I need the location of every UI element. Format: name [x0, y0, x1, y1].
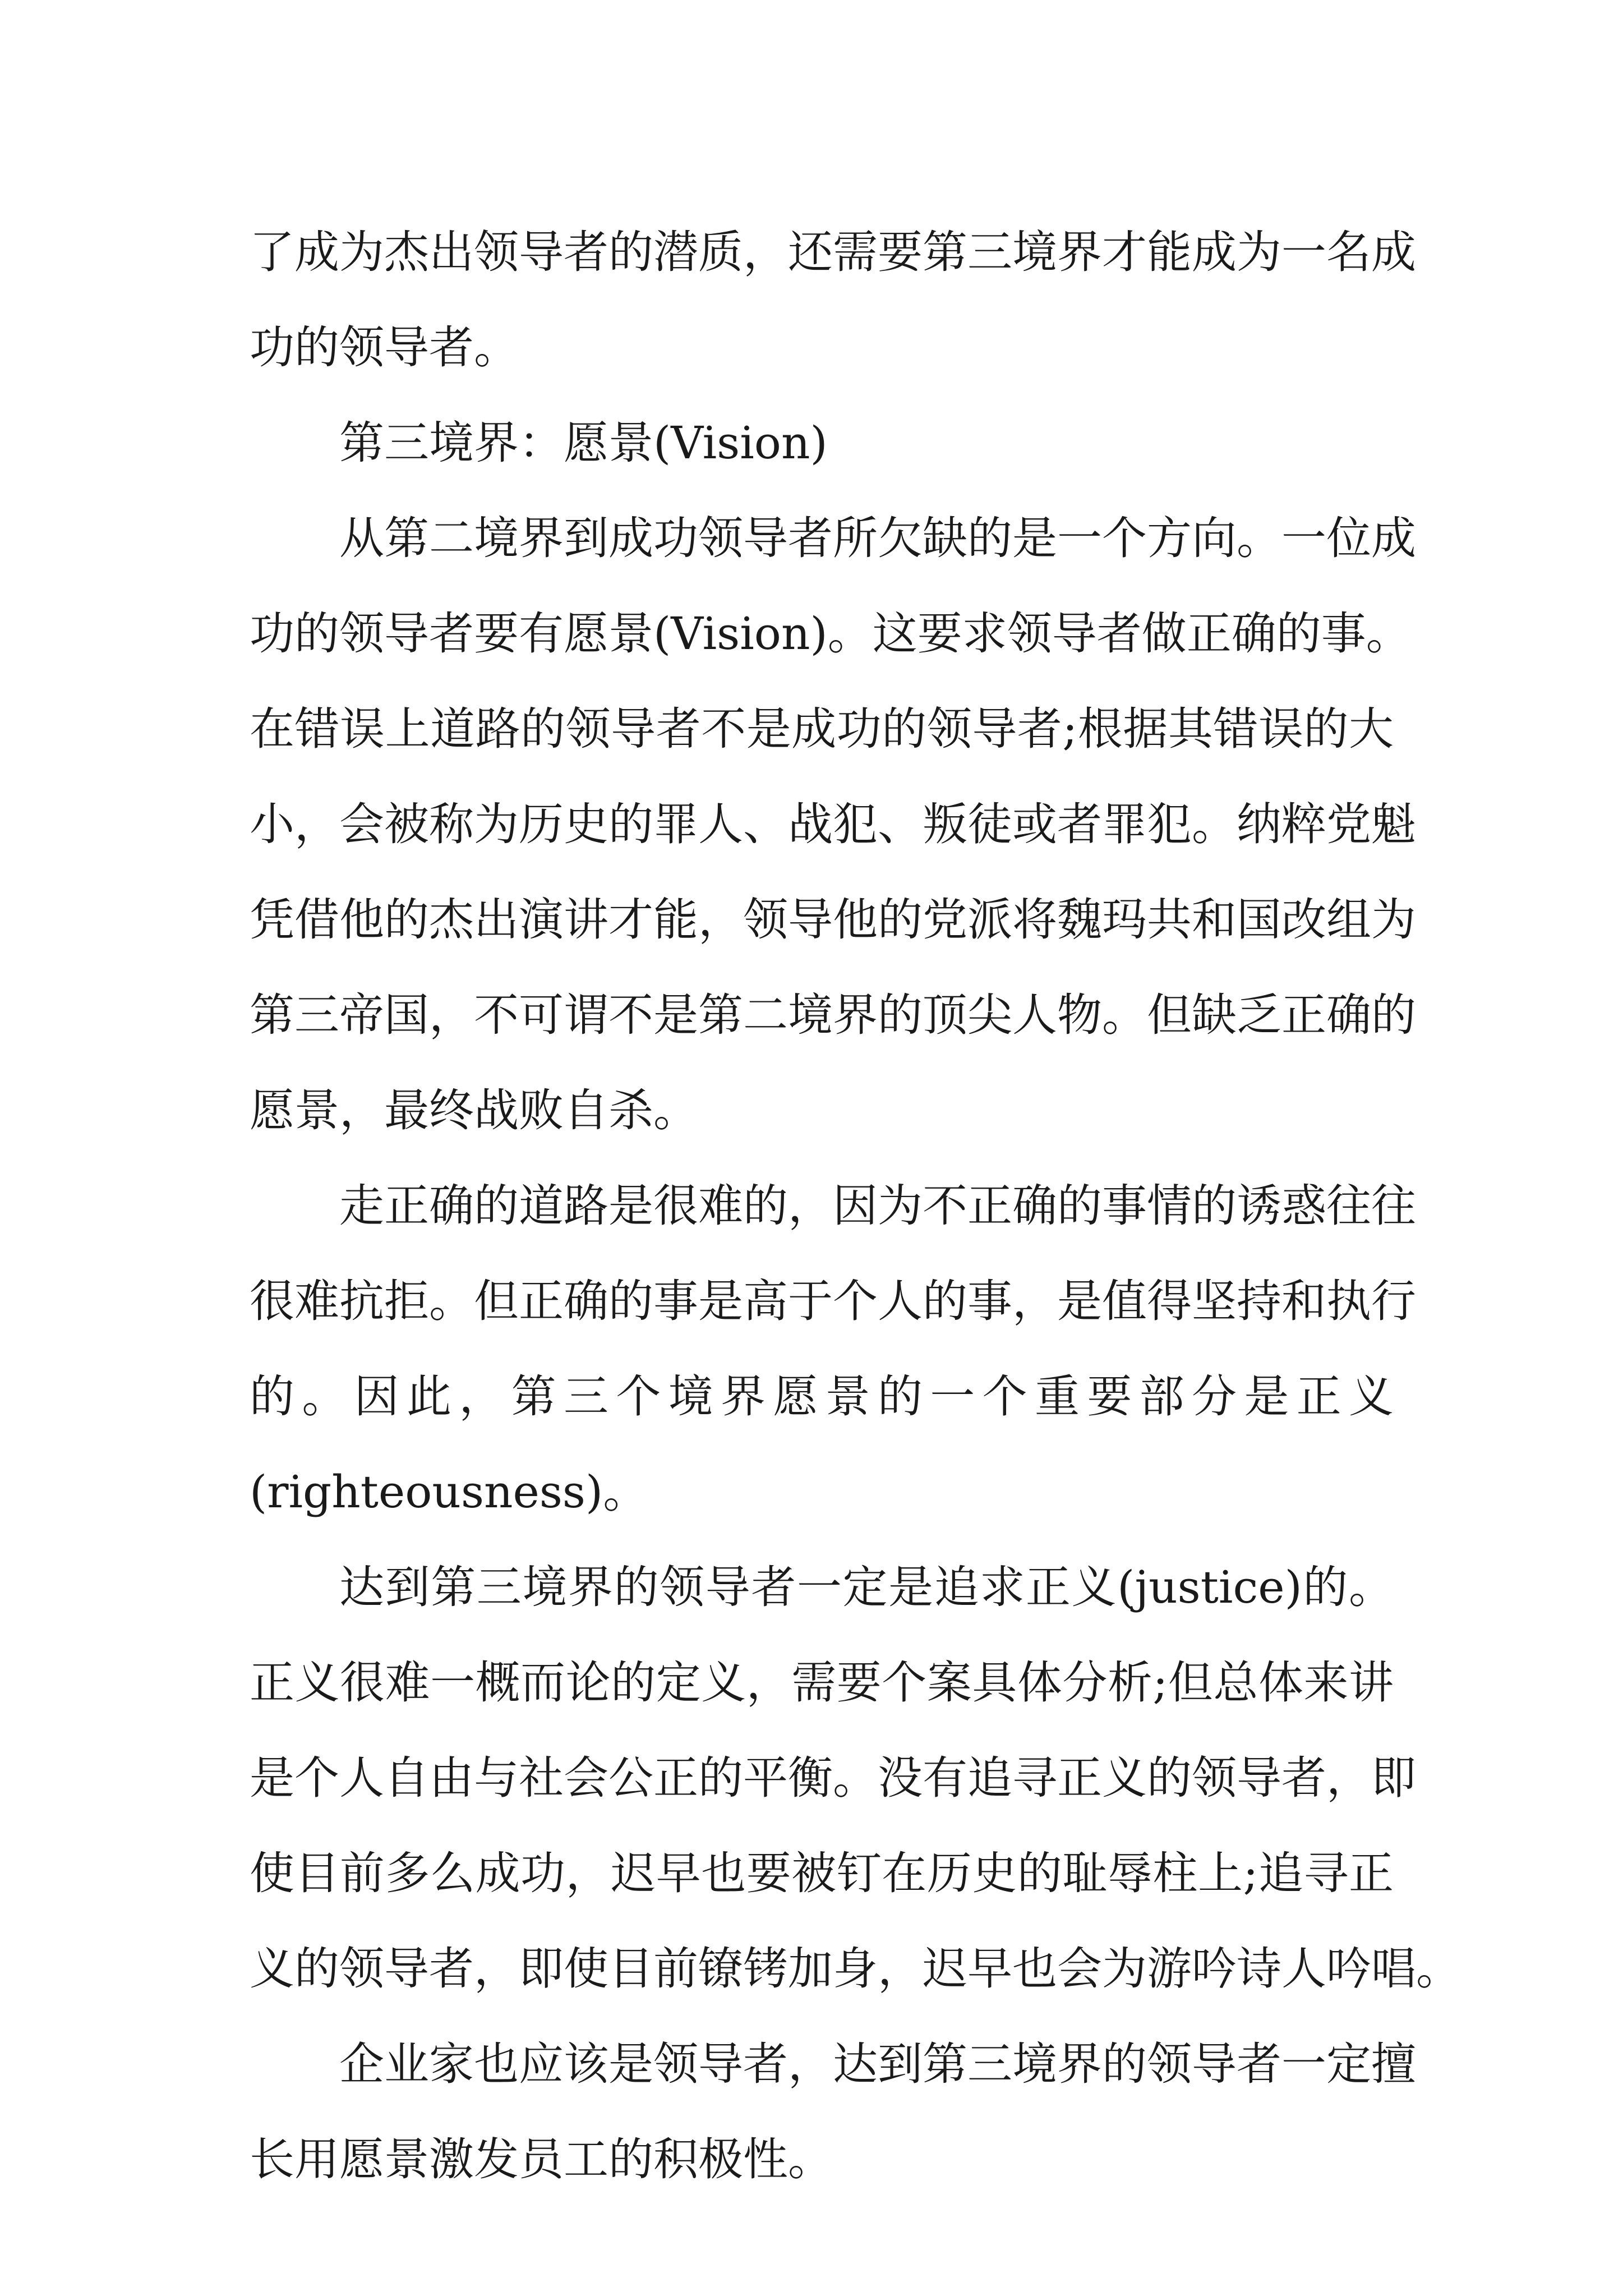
text-line: 达到第三境界的领导者一定是追求正义(justice)的。 — [339, 1561, 1394, 1613]
text-line: 凭借他的杰出演讲才能，领导他的党派将魏玛共和国改组为 — [250, 894, 1416, 946]
text-line: 企业家也应该是领导者，达到第三境界的领导者一定擅 — [339, 2038, 1416, 2090]
text-line: 的。因此，第三个境界愿景的一个重要部分是正义 — [250, 1370, 1394, 1423]
text-line: 在错误上道路的领导者不是成功的领导者;根据其错误的大 — [250, 703, 1394, 755]
text-line: 正义很难一概而论的定义，需要个案具体分析;但总体来讲 — [250, 1657, 1394, 1709]
text-line: 功的领导者。 — [250, 321, 519, 374]
text-line: 从第二境界到成功领导者所欠缺的是一个方向。一位成 — [339, 512, 1416, 564]
section-heading: 第三境界：愿景(Vision) — [339, 417, 828, 469]
text-line: 了成为杰出领导者的潜质，还需要第三境界才能成为一名成 — [250, 226, 1416, 278]
text-line: 很难抗拒。但正确的事是高于个人的事，是值得坚持和执行 — [250, 1275, 1416, 1327]
text-line: 小，会被称为历史的罪人、战犯、叛徒或者罪犯。纳粹党魁 — [250, 798, 1416, 850]
text-line: 长用愿景激发员工的积极性。 — [250, 2133, 833, 2185]
text-line: 第三帝国，不可谓不是第二境界的顶尖人物。但缺乏正确的 — [250, 989, 1416, 1041]
text-line: 愿景，最终战败自杀。 — [250, 1084, 698, 1137]
text-line: (righteousness)。 — [250, 1466, 648, 1518]
body-text — [250, 205, 1461, 2207]
text-line: 使目前多么成功，迟早也要被钉在历史的耻辱柱上;追寻正 — [250, 1847, 1394, 1899]
text-line: 是个人自由与社会公正的平衡。没有追寻正义的领导者，即 — [250, 1752, 1416, 1804]
text-line: 功的领导者要有愿景(Vision)。这要求领导者做正确的事。 — [250, 608, 1411, 660]
text-line: 走正确的道路是很难的，因为不正确的事情的诱惑往往 — [339, 1180, 1416, 1232]
text-line: 义的领导者，即使目前镣铐加身，迟早也会为游吟诗人吟唱。 — [250, 1943, 1461, 1995]
